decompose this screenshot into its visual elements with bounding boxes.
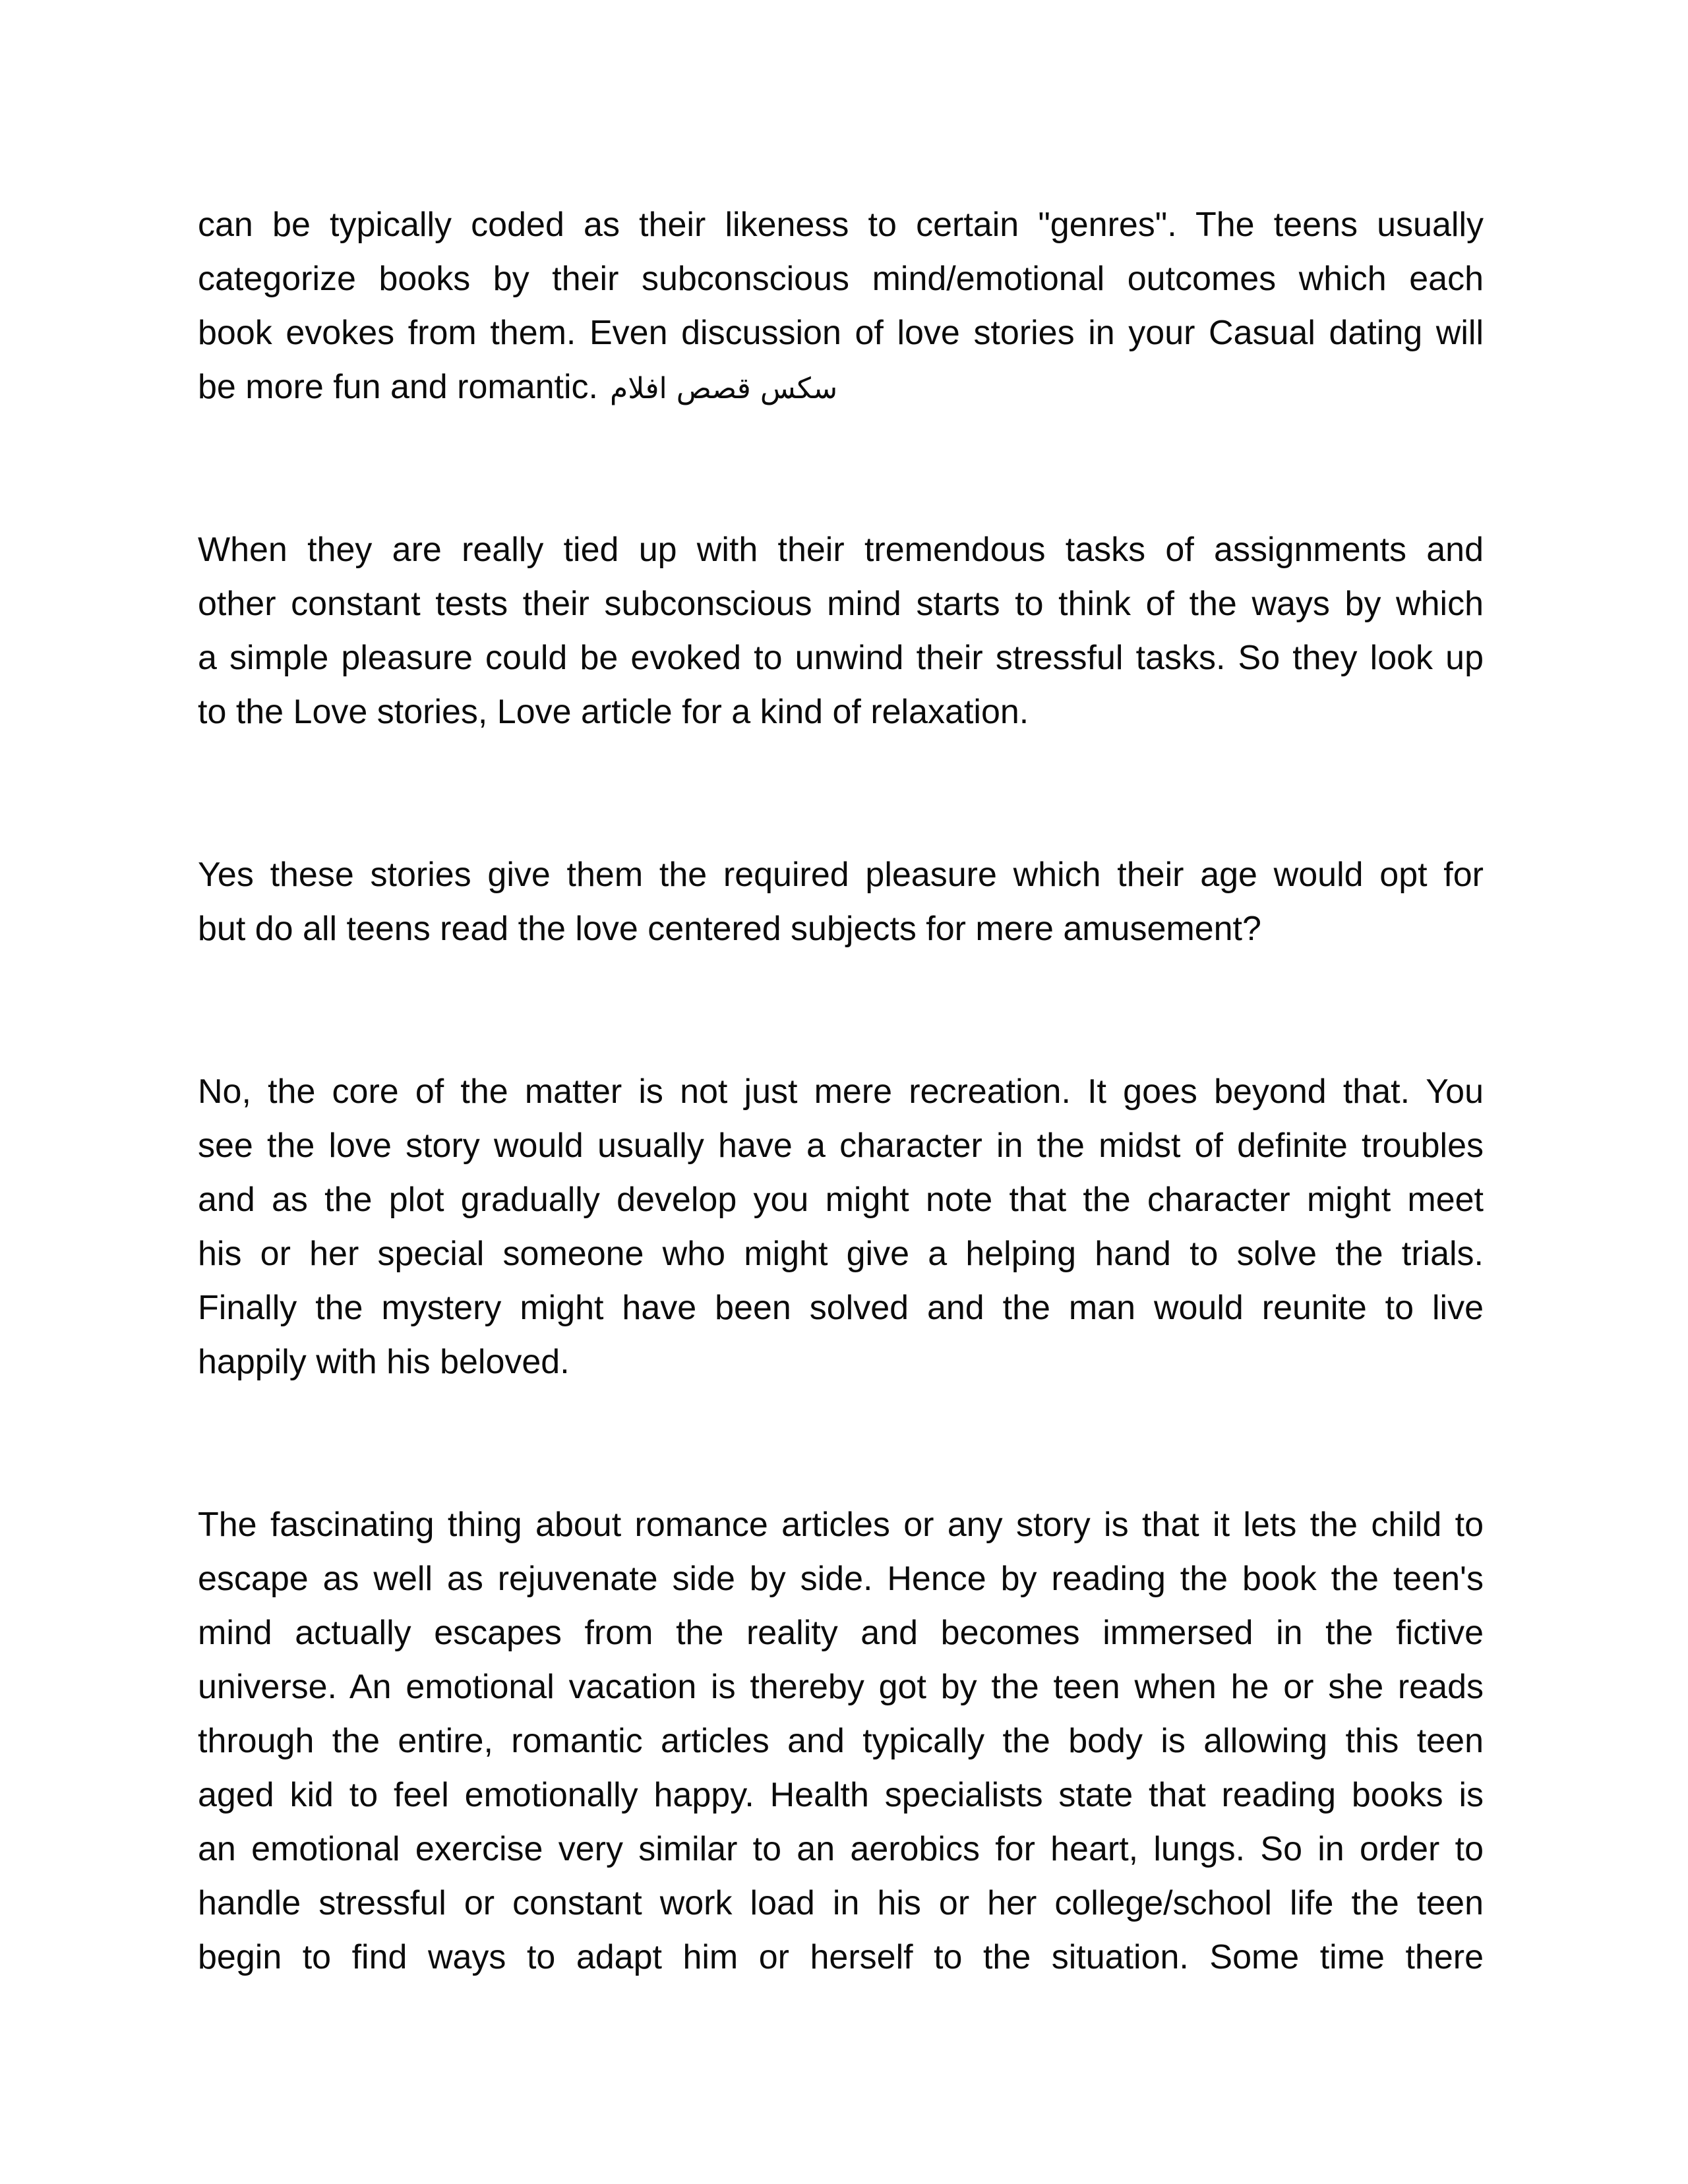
text-line: his or her special someone who might give a helping hand to solve the trials. — [198, 1235, 1484, 1273]
text-line: handle stressful or constant work load in his or her college/school life the teen — [198, 1884, 1484, 1922]
paragraph-4 — [198, 1065, 1484, 1389]
text-line: mind actually escapes from the reality and becomes immersed in the fictive — [198, 1614, 1484, 1652]
text-line: other constant tests their subconscious mind starts to think of the ways by which — [198, 585, 1484, 623]
text-line: see the love story would usually have a character in the midst of definite troubles — [198, 1127, 1484, 1165]
text-line: and as the plot gradually develop you might note that the character might meet — [198, 1181, 1484, 1219]
document-body — [198, 198, 1484, 1984]
text-line: Finally the mystery might have been solved and the man would reunite to live — [198, 1289, 1484, 1327]
text-line: escape as well as rejuvenate side by side. Hence by reading the book the teen's — [198, 1560, 1484, 1598]
text-line: Yes these stories give them the required pleasure which their age would opt for — [198, 856, 1484, 894]
text-line: to the Love stories, Love article for a kind of relaxation. — [198, 693, 1029, 731]
text-line: but do all teens read the love centered subjects for mere amusement? — [198, 910, 1261, 948]
text-line: The fascinating thing about romance articles or any story is that it lets the child to — [198, 1506, 1484, 1544]
paragraph-2 — [198, 523, 1484, 739]
text-line: book evokes from them. Even discussion of love stories in your Casual dating will — [198, 314, 1484, 352]
paragraph-gap — [198, 1389, 1484, 1498]
text-line: can be typically coded as their likeness to certain "genres". The teens usually — [198, 206, 1484, 244]
text-line: universe. An emotional vacation is thereby got by the teen when he or she reads — [198, 1668, 1484, 1706]
text-line: an emotional exercise very similar to an aerobics for heart, lungs. So in order to — [198, 1830, 1484, 1868]
text-line: be more fun and romantic. — [198, 368, 598, 406]
paragraph-gap — [198, 414, 1484, 523]
paragraph-1 — [198, 198, 1484, 414]
text-line: When they are really tied up with their tremendous tasks of assignments and — [198, 531, 1484, 569]
text-line: aged kid to feel emotionally happy. Health specialists state that reading books is — [198, 1776, 1484, 1814]
paragraph-gap — [198, 739, 1484, 848]
paragraph-5 — [198, 1498, 1484, 1984]
text-line: begin to find ways to adapt him or herself to the situation. Some time there — [198, 1938, 1484, 1976]
paragraph-gap — [198, 956, 1484, 1065]
foreign-text: سكس قصص افلام — [610, 372, 838, 405]
text-line-with-foreign — [198, 360, 1484, 414]
text-line: through the entire, romantic articles and typically the body is allowing this teen — [198, 1722, 1484, 1760]
text-line: a simple pleasure could be evoked to unwind their stressful tasks. So they look up — [198, 639, 1484, 677]
text-line: categorize books by their subconscious mind/emotional outcomes which each — [198, 260, 1484, 298]
text-line: happily with his beloved. — [198, 1343, 570, 1381]
text-line: No, the core of the matter is not just mere recreation. It goes beyond that. You — [198, 1073, 1484, 1111]
paragraph-3 — [198, 848, 1484, 956]
